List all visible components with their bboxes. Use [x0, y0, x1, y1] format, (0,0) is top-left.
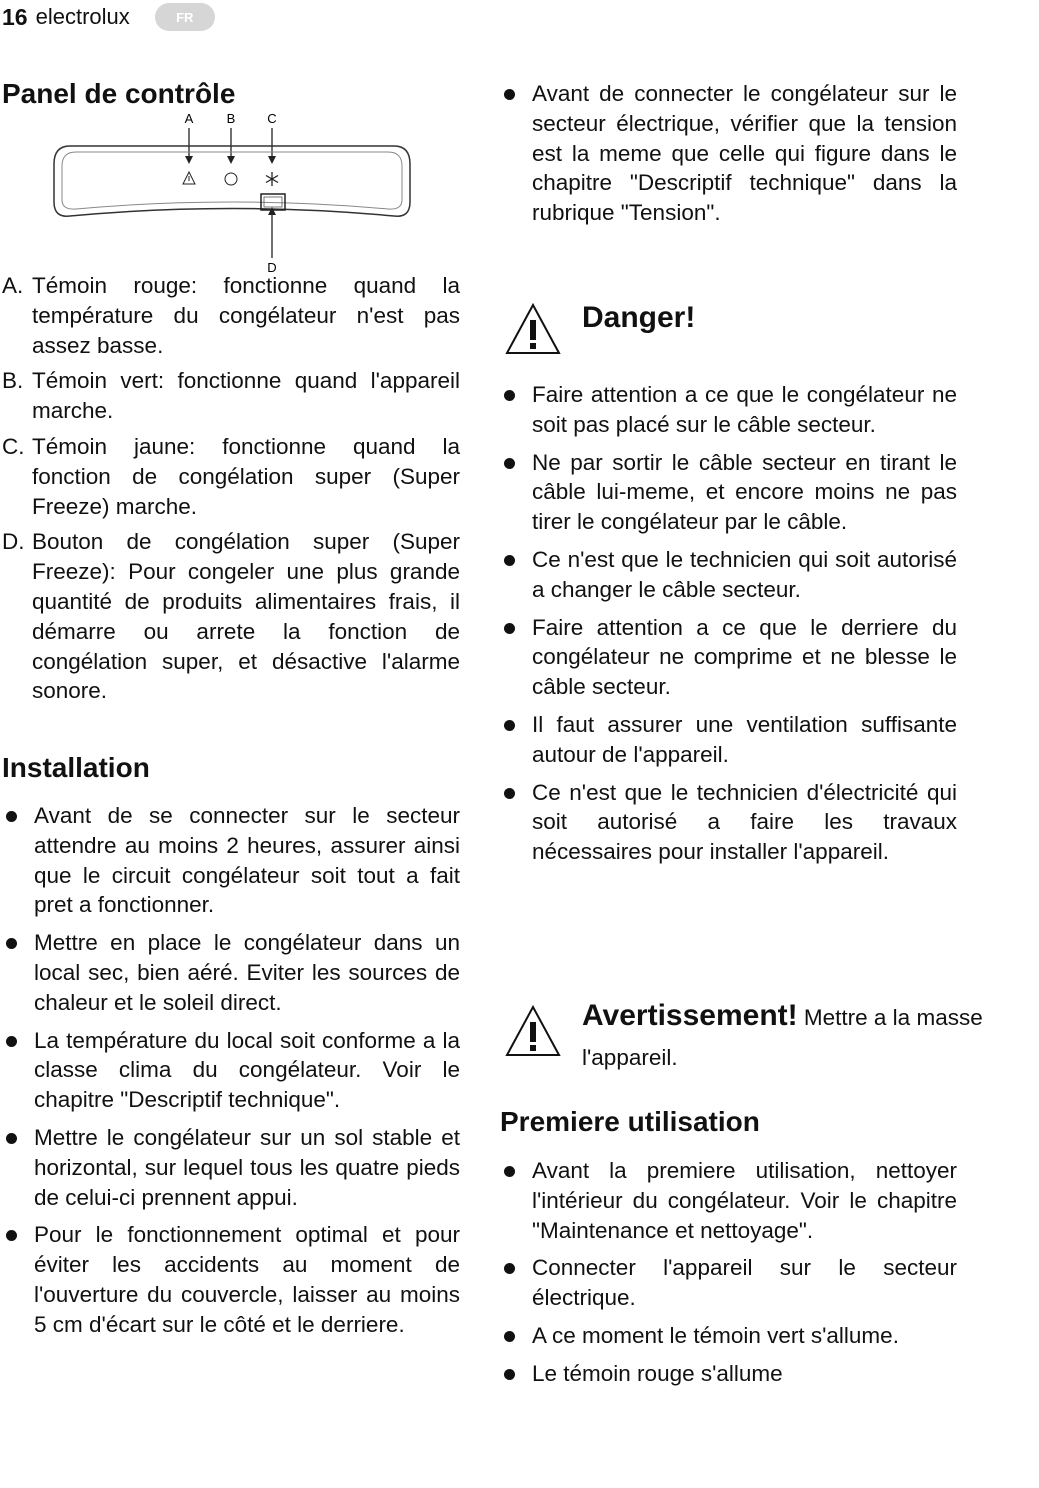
page-header — [2, 2, 215, 32]
installation-list-continued — [500, 79, 957, 228]
list-item: Ce n'est que le technicien qui soit autorisé a changer le câble secteur. — [500, 545, 957, 605]
premiere-list — [500, 1156, 957, 1389]
list-item: Mettre le congélateur sur un sol stable et horizontal, sur lequel tous les quatre pieds de celui-ci prennent appui. — [2, 1123, 460, 1212]
list-item: La température du local soit conforme a la classe clima du congélateur. Voir le chapitre "Descriptif technique". — [2, 1026, 460, 1115]
list-item: Avant la premiere utilisation, nettoyer l'intérieur du congélateur. Voir le chapitre "Maintenance et nettoyage". — [500, 1156, 957, 1245]
list-item: Il faut assurer une ventilation suffisante autour de l'appareil. — [500, 710, 957, 770]
brand-name: electrolux — [35, 4, 130, 29]
item-letter: D. — [2, 529, 25, 555]
danger-title: Danger! — [582, 301, 696, 334]
snowflake-icon — [266, 172, 278, 186]
danger-block — [500, 294, 957, 364]
diagram-label-b: B — [226, 111, 236, 126]
page-number: 16 — [2, 3, 28, 30]
list-item: Pour le fonctionnement optimal et pour éviter les accidents au moment de l'ouverture du couvercle, laisser au moins 5 cm d'écart sur le côté et le derriere. — [2, 1220, 460, 1339]
language-badge: FR — [155, 3, 215, 31]
warning-indicator-icon — [183, 172, 195, 184]
item-text: Témoin vert: fonctionne quand l'appareil marche. — [32, 368, 460, 424]
list-item: Faire attention a ce que le derriere du congélateur ne comprime et ne blesse le câble secteur. — [500, 613, 957, 702]
control-item-a — [2, 271, 460, 360]
control-panel-diagram — [50, 106, 414, 276]
green-indicator-icon — [225, 173, 237, 185]
avertissement-text: Mettre a la masse l'appareil. — [582, 1005, 983, 1070]
list-item: Mettre en place le congélateur dans un local sec, bien aéré. Eviter les sources de chaleur et le soleil direct. — [2, 928, 460, 1017]
diagram-label-d: D — [267, 260, 277, 275]
list-item: Le témoin rouge s'allume — [500, 1359, 957, 1389]
diagram-label-c: C — [267, 111, 277, 126]
list-item: Avant de connecter le congélateur sur le secteur électrique, vérifier que la tension est la meme que celle qui figure dans le chapitre "Descriptif technique" dans la rubrique "Tension". — [500, 79, 957, 228]
premiere-utilisation-title: Premiere utilisation — [500, 1106, 760, 1137]
item-letter: B. — [2, 368, 24, 394]
list-item: Ne par sortir le câble secteur en tirant le câble lui-meme, et encore moins ne pas tirer le congélateur par le câble. — [500, 448, 957, 537]
list-item: Avant de se connecter sur le secteur attendre au moins 2 heures, assurer ainsi que le circuit congélateur soit tout a fait pret a fonctionner. — [2, 801, 460, 920]
installation-title: Installation — [2, 752, 150, 783]
item-letter: A. — [2, 273, 24, 298]
warning-triangle-icon — [504, 302, 562, 356]
list-item: Ce n'est que le technicien d'électricité qui soit autorisé a faire les travaux nécessaires pour installer l'appareil. — [500, 778, 957, 867]
installation-list — [2, 801, 460, 1340]
item-text: Témoin rouge: fonctionne quand la température du congélateur n'est pas assez basse. — [32, 273, 460, 358]
item-text: Bouton de congélation super (Super Freeze): Pour congeler une plus grande quantité de produits alimentaires frais, il démarre ou arrete la fonction de congélation super, et désactive l'alarme sonore. — [32, 529, 460, 704]
list-item: Connecter l'appareil sur le secteur électrique. — [500, 1253, 957, 1313]
avertissement-title: Avertissement! — [582, 999, 798, 1032]
control-item-d — [2, 527, 460, 706]
avertissement-block — [500, 996, 1039, 1078]
danger-list — [500, 380, 957, 867]
item-text: Témoin jaune: fonctionne quand la fonction de congélation super (Super Freeze) marche. — [32, 433, 460, 519]
control-panel-title: Panel de contrôle — [2, 78, 236, 109]
warning-triangle-icon — [504, 1004, 562, 1058]
control-item-b — [2, 366, 460, 426]
list-item: Faire attention a ce que le congélateur ne soit pas placé sur le câble secteur. — [500, 380, 957, 440]
control-item-c — [2, 432, 460, 521]
list-item: A ce moment le témoin vert s'allume. — [500, 1321, 957, 1351]
diagram-label-a: A — [184, 111, 194, 126]
item-letter: C. — [2, 433, 25, 459]
